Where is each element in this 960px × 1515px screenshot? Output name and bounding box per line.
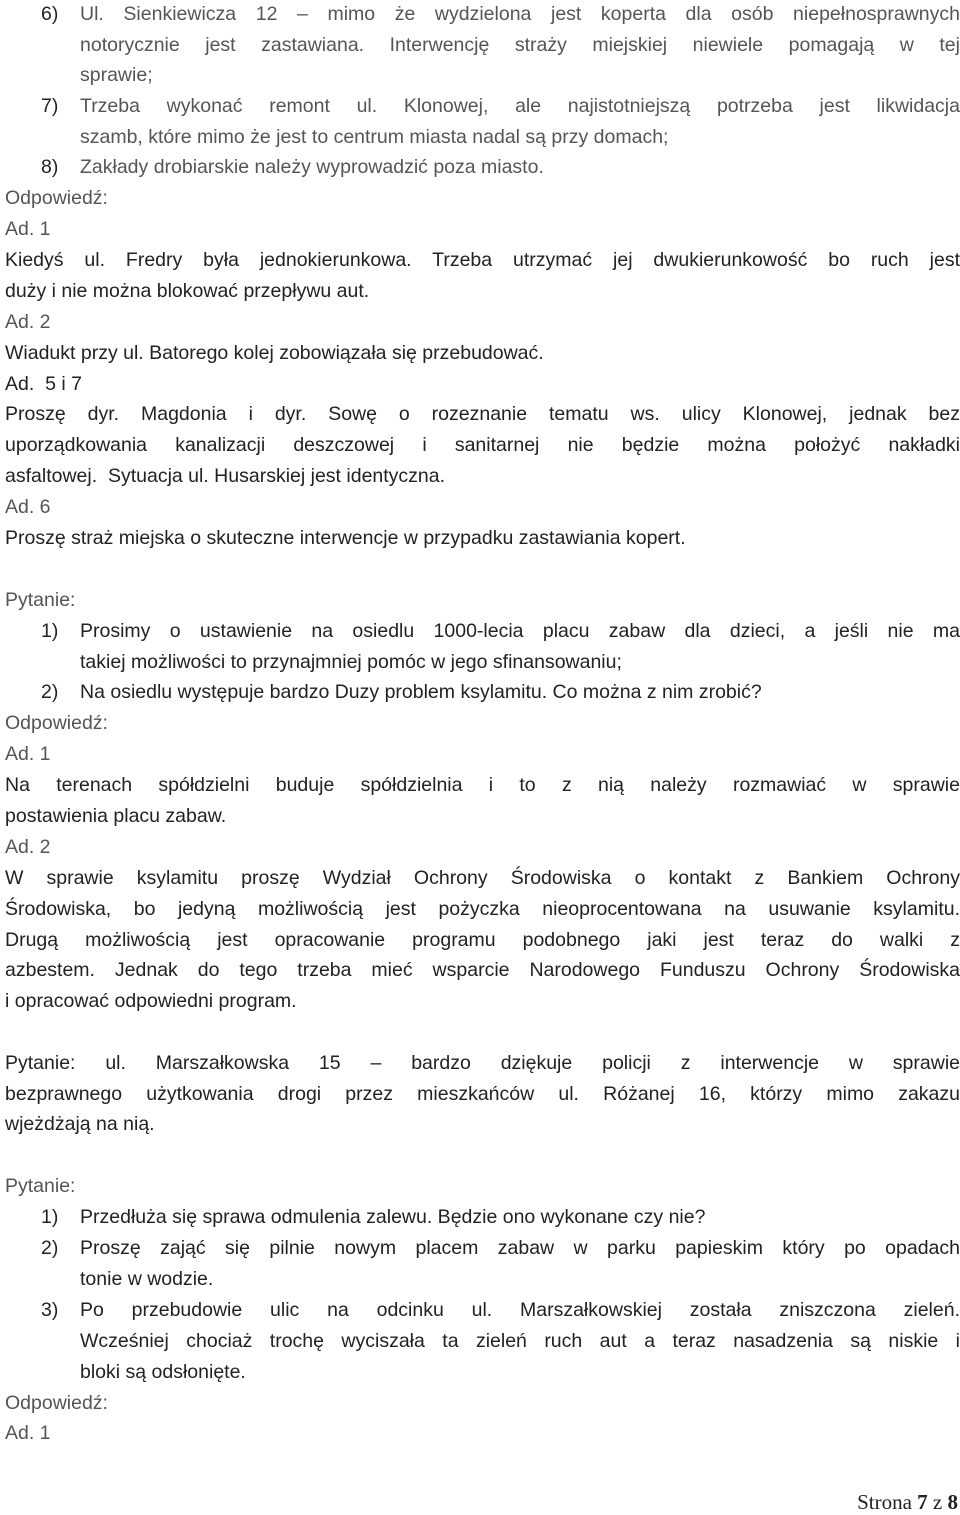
paragraph-line: tonie w wodzie. [80,1268,214,1290]
paragraph-line: Proszę zająć się pilnie nowym placem zabaw w parku papieskim który po opadach [80,1237,960,1259]
paragraph-line: sprawie; [80,64,153,86]
answer-label: Odpowiedź: [5,187,108,209]
paragraph-line: wjeżdżają na nią. [5,1113,155,1135]
paragraph-line: bloki są odsłonięte. [80,1361,246,1383]
paragraph-line: postawienia placu zabaw. [5,805,227,827]
footer-page-number: 7 [917,1490,928,1514]
list-number: 1) [41,620,59,642]
footer-of: z [927,1490,948,1514]
ad-heading: Ad. 6 [5,496,51,518]
question-label: Pytanie: [5,589,76,611]
ad-heading: Ad. 2 [5,836,51,858]
list-number: 2) [41,1237,59,1259]
ad-heading: Ad. 1 [5,218,51,240]
list-number: 2) [41,681,59,703]
paragraph-line: uporządkowania kanalizacji deszczowej i sanitarnej nie będzie można położyć nakładki [5,434,960,456]
list-number: 8) [41,156,59,178]
list-number: 3) [41,1299,59,1321]
paragraph-line: duży i nie można blokować przepływu aut. [5,280,370,302]
answer-label: Odpowiedź: [5,712,108,734]
question-label: Pytanie: [5,1175,76,1197]
paragraph-line: Na osiedlu występuje bardzo Duzy problem ksylamitu. Co można z nim zrobić? [80,681,762,703]
question-paragraph-line: Pytanie: ul. Marszałkowska 15 – bardzo dziękuje policji z interwencje w sprawie [5,1052,960,1074]
paragraph-line: Ul. Sienkiewicza 12 – mimo że wydzielona jest koperta dla osób niepełnosprawnych [80,3,960,25]
paragraph-line: Proszę straż miejska o skuteczne interwencje w przypadku zastawiania kopert. [5,527,686,549]
paragraph-line: azbestem. Jednak do tego trzeba mieć wsparcie Narodowego Funduszu Ochrony Środowiska [5,959,960,981]
ad-heading: Ad. 1 [5,1422,51,1444]
paragraph-line: bezprawnego użytkowania drogi przez mieszkańców ul. Różanej 16, którzy mimo zakazu [5,1083,960,1105]
paragraph-line: Kiedyś ul. Fredry była jednokierunkowa. Trzeba utrzymać jej dwukierunkowość bo ruch jest [5,249,960,271]
paragraph-line: Drugą możliwością jest opracowanie programu podobnego jaki jest teraz do walki z [5,929,960,951]
ad-heading: Ad. 1 [5,743,51,765]
paragraph-line: i opracować odpowiedni program. [5,990,297,1012]
footer-prefix: Strona [857,1490,918,1514]
paragraph-line: Wiadukt przy ul. Batorego kolej zobowiązała się przebudować. [5,342,544,364]
paragraph-line: Prosimy o ustawienie na osiedlu 1000-lecia placu zabaw dla dzieci, a jeśli nie ma [80,620,960,642]
paragraph-line: Przedłuża się sprawa odmulenia zalewu. Będzie ono wykonane czy nie? [80,1206,706,1228]
answer-label: Odpowiedź: [5,1392,108,1414]
paragraph-line: szamb, które mimo że jest to centrum miasta nadal są przy domach; [80,126,669,148]
ad-heading: Ad. 2 [5,311,51,333]
paragraph-line: Trzeba wykonać remont ul. Klonowej, ale najistotniejszą potrzeba jest likwidacja [80,95,960,117]
list-number: 6) [41,3,59,25]
paragraph-line: Proszę dyr. Magdonia i dyr. Sowę o rozeznanie tematu ws. ulicy Klonowej, jednak bez [5,403,960,425]
paragraph-line: Wcześniej chociaż trochę wyciszała ta zieleń ruch aut a teraz nasadzenia są niskie i [80,1330,960,1352]
paragraph-line: takiej możliwości to przynajmniej pomóc w jego sfinansowaniu; [80,651,622,673]
ad-heading: Ad. 5 i 7 [5,373,82,395]
paragraph-line: Po przebudowie ulic na odcinku ul. Marszałkowskiej została zniszczona zieleń. [80,1299,960,1321]
list-number: 1) [41,1206,59,1228]
list-number: 7) [41,95,59,117]
footer-page-total: 8 [947,1490,958,1514]
paragraph-line: W sprawie ksylamitu proszę Wydział Ochrony Środowiska o kontakt z Bankiem Ochrony [5,867,960,889]
paragraph-line: Zakłady drobiarskie należy wyprowadzić poza miasto. [80,156,544,178]
paragraph-line: notorycznie jest zastawiana. Interwencję straży miejskiej niewiele pomagają w tej [80,34,960,56]
paragraph-line: Środowiska, bo jedyną możliwością jest pożyczka nieoprocentowana na usuwanie ksylamitu. [5,898,960,920]
page-footer [857,1490,958,1515]
paragraph-line: Na terenach spółdzielni buduje spółdzielnia i to z nią należy rozmawiać w sprawie [5,774,960,796]
paragraph-line: asfaltowej. Sytuacja ul. Husarskiej jest identyczna. [5,465,446,487]
